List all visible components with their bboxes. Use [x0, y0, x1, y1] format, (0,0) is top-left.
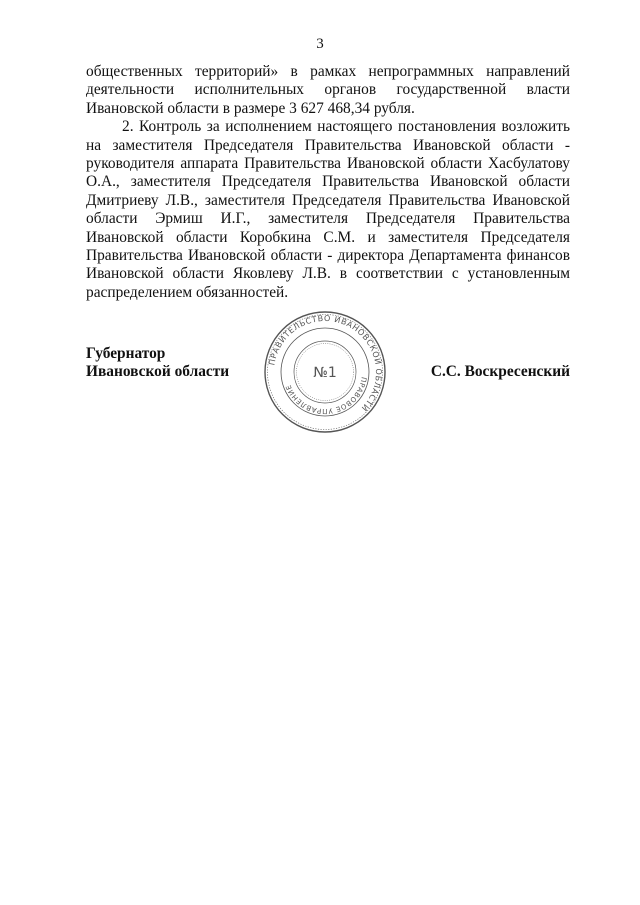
signatory-position: [86, 345, 229, 382]
seal-outer-text: ПРАВИТЕЛЬСТВО ИВАНОВСКОЙ ОБЛАСТИ: [267, 313, 384, 414]
seal-inner-text: ПРАВОВОЕ УПРАВЛЕНИЕ: [284, 376, 368, 416]
page-number: 3: [316, 36, 324, 52]
document-body: [86, 63, 570, 302]
signatory-name: С.С. Воскресенский: [430, 363, 570, 380]
signatory-position-line-2: Ивановской области: [86, 363, 230, 381]
signatory-position-line-1: Губернатор: [86, 345, 166, 362]
paragraph-1: общественных территорий» в рамках непрограммных направлений деятельности исполнительных органов государственной власти Ивановской области в размере 3 627 468,34 рубля.: [86, 63, 570, 117]
paragraph-2: 2. Контроль за исполнением настоящего постановления возложить на заместителя Председателя Правительства Ивановской области - руководителя аппарата Правительства Ивановской области Хасбулатову О.А., заместителя Председателя Правительства Ивановской области Дмитриеву Л.В., заместителя Председателя Правительства Ивановской области Эрмиш И.Г., заместителя Председателя Правительства Ивановской области Коробкина С.М. и заместителя Председателя Правительства Ивановской области - директора Департамента финансов Ивановской области Яковлеву Л.В. в соответствии с установленным распределением обязанностей.: [86, 118, 570, 301]
official-seal-stamp: [263, 310, 387, 434]
seal-center-number: №1: [313, 365, 337, 381]
